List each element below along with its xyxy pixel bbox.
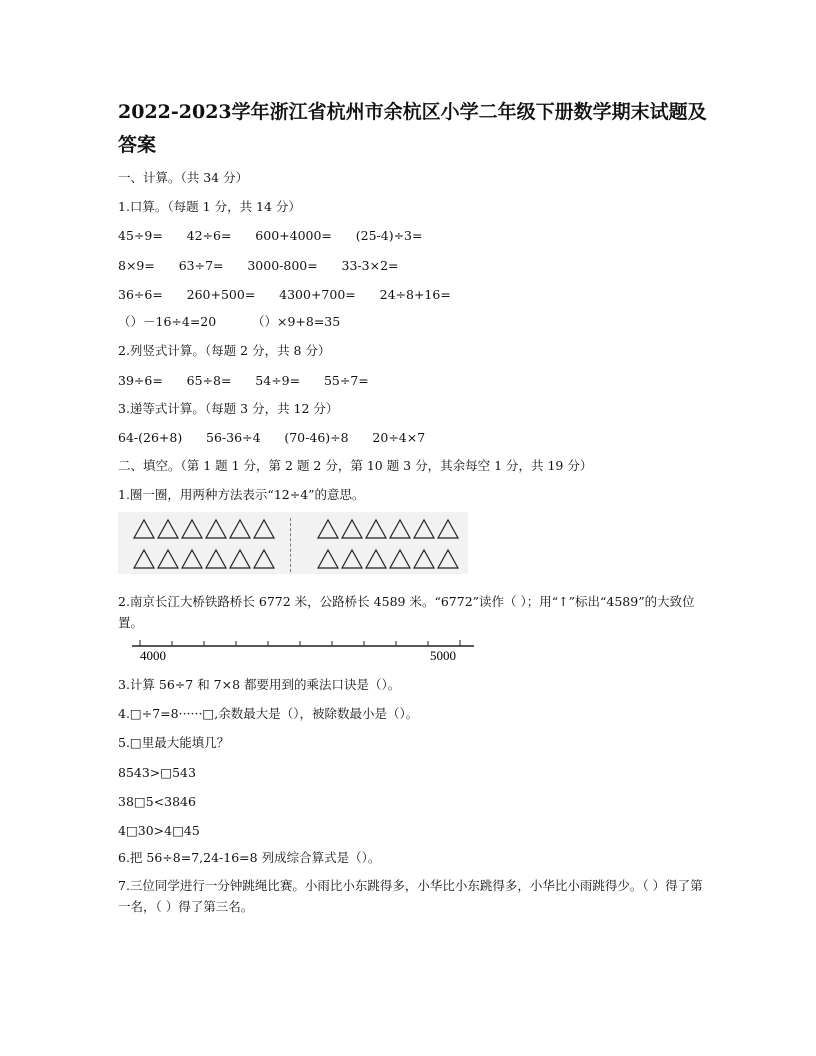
triangle-groups [132, 516, 462, 572]
q1-row-4: （）－16÷4=20 （）×9+8=35 [118, 314, 341, 329]
q1-row-1: 45÷9= 42÷6= 600+4000= (25-4)÷3= [118, 228, 423, 243]
fill-5-item-2: 38□5<3846 [118, 794, 196, 809]
q3-heading: 3.递等式计算。（每题 3 分，共 12 分） [118, 401, 339, 416]
section-2-heading: 二、填空。（第 1 题 1 分，第 2 题 2 分，第 10 题 3 分，其余每空 1 分，共 19 分） [118, 458, 593, 473]
q2-heading: 2.列竖式计算。（每题 2 分，共 8 分） [118, 343, 331, 358]
numline-end: 5000 [430, 648, 456, 663]
page-title: 2022-2023学年浙江省杭州市余杭区小学二年级下册数学期末试题及答案 [118, 101, 707, 156]
fill-5: 5.□里最大能填几？ [118, 735, 230, 750]
q1-row-3: 36÷6= 260+500= 4300+700= 24÷8+16= [118, 287, 451, 302]
fill-2: 2.南京长江大桥铁路桥长 6772 米，公路桥长 4589 米。“6772”读作（ ）；用“↑”标出“4589”的大致位置。 [118, 594, 695, 630]
fill-7: 7.三位同学进行一分钟跳绳比赛。小雨比小东跳得多，小华比小东跳得多，小华比小雨跳得少。（ ）得了第一名，（ ）得了第三名。 [118, 878, 703, 914]
number-line [130, 636, 480, 666]
q1-row-2: 8×9= 63÷7= 3000-800= 33-3×2= [118, 258, 399, 273]
q3-row: 64-(26+8) 56-36÷4 (70-46)÷8 20÷4×7 [118, 430, 426, 445]
fill-4: 4.□÷7=8······□,余数最大是（），被除数最小是（）。 [118, 706, 419, 721]
fill-1: 1.圈一圈，用两种方法表示“12÷4”的意思。 [118, 487, 365, 502]
fill-5-item-3: 4□30>4□45 [118, 823, 200, 838]
q1-heading: 1.口算。（每题 1 分，共 14 分） [118, 199, 301, 214]
q2-row: 39÷6= 65÷8= 54÷9= 55÷7= [118, 373, 369, 388]
fill-6: 6.把 56÷8=7,24-16=8 列成综合算式是（）。 [118, 850, 381, 865]
fill-3: 3.计算 56÷7 和 7×8 都要用到的乘法口诀是（）。 [118, 677, 401, 692]
section-1-heading: 一、计算。（共 34 分） [118, 170, 249, 185]
numline-start: 4000 [140, 648, 166, 663]
fill-5-item-1: 8543>□543 [118, 765, 196, 780]
